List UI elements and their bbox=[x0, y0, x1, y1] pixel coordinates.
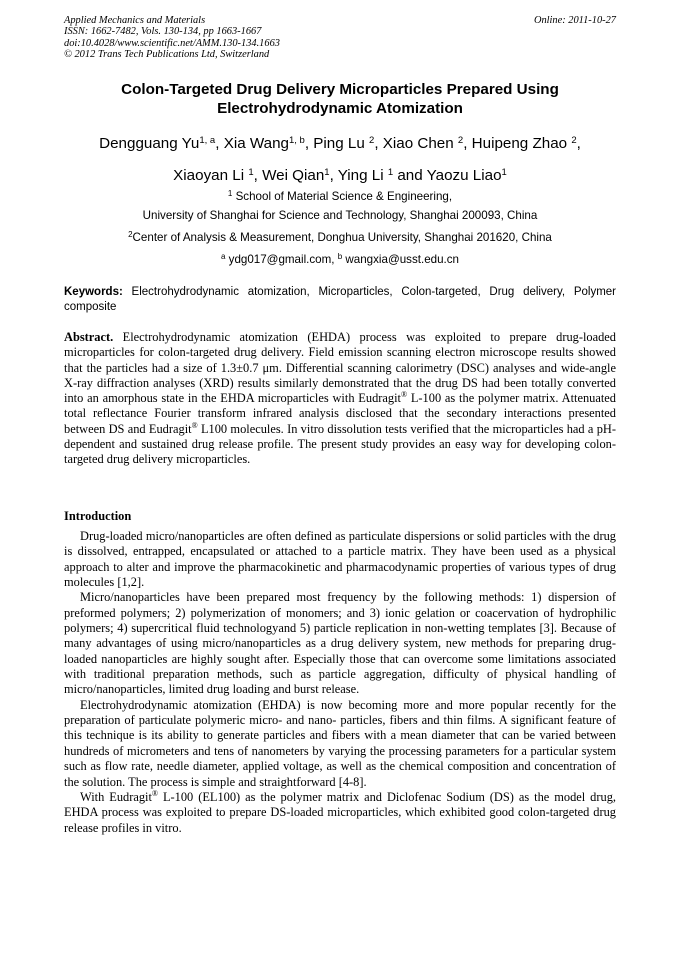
title-line-1: Colon-Targeted Drug Delivery Microparticles Prepared Using bbox=[121, 81, 559, 98]
affiliation-1-line-2: University of Shanghai for Science and Technology, Shanghai 200093, China bbox=[142, 209, 538, 222]
affiliation-1: $^1$ School of Material Science & Engineering, bbox=[227, 189, 453, 203]
affiliation-2: $^2$Center of Analysis & Measurement, Donghua University, Shanghai 201620, China bbox=[128, 230, 552, 244]
author: Dengguang Yu$^{1, a}$, bbox=[99, 135, 224, 152]
paragraph: With Eudragit® L-100 (EL100) as the polymer matrix and Diclofenac Sodium (DS) as the model drug, EHDA process was exploited to prepare DS-loaded microparticles, which exhibited good colon-targeted drug release profiles in vitro. bbox=[64, 788, 616, 835]
keywords bbox=[64, 285, 616, 314]
author: Ping Lu $^2$, bbox=[313, 135, 383, 152]
abstract-label: Abstract. bbox=[64, 330, 114, 344]
keywords-label: Keywords: bbox=[64, 286, 123, 298]
email-link-b[interactable]: wangxia@usst.edu.cn bbox=[342, 253, 460, 266]
paragraph: Micro/nanoparticles have been prepared most frequency by the following methods: 1) dispersion of preformed polymers; 2) polymerization of monomers; and 3) ionic gelation or coacervation of hydrophilic polymers; 4) supercritical fluid technologyand 5) particle replication in non-wetting templates [3]. Because of many advantages of using micro/nanoparticles as a drug delivery system, new methods for preparing drug-loaded nanoparticles are highly sought after. Especially those that can overcome some limitations associated with traditional preparation methods, such as particle aggregation, difficulty of physical handling of micro/nanoparticles, limited drug loading and burst release. bbox=[64, 590, 616, 697]
title-line-2: Electrohydrodynamic Atomization bbox=[217, 100, 463, 117]
section-heading-introduction: Introduction bbox=[64, 509, 132, 523]
author: Wei Qian$^1$, bbox=[262, 167, 338, 184]
author: Xiaoyan Li $^1$, bbox=[173, 167, 263, 184]
copyright-line: © 2012 Trans Tech Publications Ltd, Switzerland bbox=[64, 49, 270, 61]
author: Xia Wang$^{1, b}$, bbox=[223, 135, 314, 152]
journal-name: Applied Mechanics and Materials bbox=[64, 15, 206, 26]
paragraph: Drug-loaded micro/nanoparticles are often defined as particulate dispersions or solid particles with the drug is dissolved, entrapped, encapsulated or attached to a particle matrix. They have been used as a physical approach to alter and improve the pharmacokinetic and pharmacodynamic properties of various types of drug molecules [1,2]. bbox=[64, 529, 616, 590]
author-list bbox=[64, 128, 616, 192]
author: Yaozu Liao$^1$ bbox=[426, 167, 507, 184]
introduction-body bbox=[64, 529, 616, 836]
author: Ying Li $^1$ and bbox=[337, 167, 427, 184]
online-date: Online: 2011-10-27 bbox=[533, 15, 616, 26]
paper-title bbox=[64, 80, 616, 118]
paragraph: Electrohydrodynamic atomization (EHDA) is now becoming more and more popular recently for the preparation of particulate polymeric micro- and nano- particles, fibers and thin films. A significant feature of this technique is its ability to generate particles and fibers with a mean diameter that can be varied between hundreds of micrometers and tens of nanometers by varying the processing parameters for a particular system such as flow rate, needle diameter, applied voltage, as well as the chemical composition and concentration of the solution. The process is simple and straightforward [4-8]. bbox=[64, 697, 616, 789]
author-emails: $^a$ ydg017@gmail.com, $^b$ wangxia@usst.edu.cn bbox=[220, 252, 460, 266]
keywords-text: Electrohydrodynamic atomization, Microparticles, Colon-targeted, Drug delivery, Polymer composite bbox=[64, 286, 616, 313]
author: Huipeng Zhao $^2$, bbox=[471, 135, 581, 152]
doi-line: doi:10.4028/www.scientific.net/AMM.130-134.1663 bbox=[64, 37, 280, 49]
email-link-a[interactable]: ydg017@gmail.com, bbox=[225, 253, 338, 266]
author: Xiao Chen $^2$, bbox=[382, 135, 472, 152]
journal-header bbox=[64, 15, 616, 61]
issn-line: ISSN: 1662-7482, Vols. 130-134, pp 1663-1667 bbox=[64, 26, 262, 38]
abstract: Abstract. Electrohydrodynamic atomization (EHDA) process was exploited to prepare drug-loaded microparticles for colon-targeted drug delivery. Field emission scanning electron microscope results showed that the particles had a size of 1.3±0.7 μm. Differential scanning calorimetry (DSC) analyses and wide-angle X-ray diffraction analyses (XRD) results similarly demonstrated that the drug DS had been totally converted into an amorphous state in the EHDA microparticles with Eudragit® L-100 as the polymer matrix. Attenuated total reflectance Fourier transform infrared analysis disclosed that the secondary interactions presented between DS and Eudragit® L100 molecules. In vitro dissolution tests verified that the microparticles had a pH-dependent and sustained drug release profile. The present study provides an easy way for developing colon-targeted drug delivery microparticles. bbox=[64, 330, 616, 467]
